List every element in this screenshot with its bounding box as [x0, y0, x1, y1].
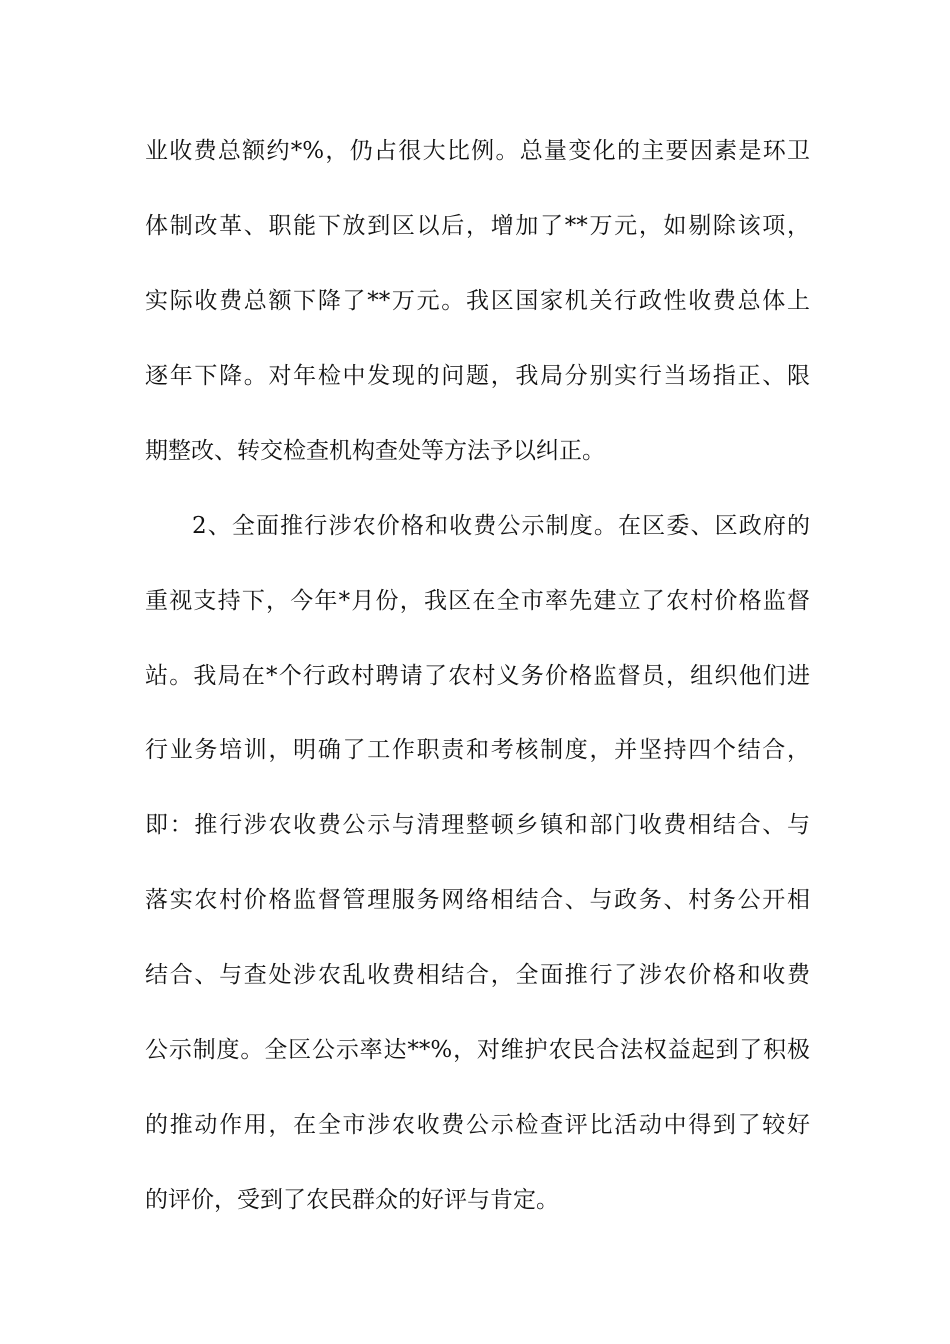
text-line-6: 2、全面推行涉农价格和收费公示制度。在区委、区政府的 — [192, 513, 810, 539]
text-line-1: 业收费总额约*%，仍占很大比例。总量变化的主要因素是环卫 — [145, 138, 810, 164]
text-line-10: 即：推行涉农收费公示与清理整顿乡镇和部门收费相结合、与 — [145, 812, 810, 838]
text-line-14: 的推动作用，在全市涉农收费公示检查评比活动中得到了较好 — [145, 1112, 810, 1138]
text-line-15: 的评价，受到了农民群众的好评与肯定。 — [145, 1187, 559, 1213]
text-line-12: 结合、与查处涉农乱收费相结合，全面推行了涉农价格和收费 — [145, 962, 810, 988]
text-line-13: 公示制度。全区公示率达**%，对维护农民合法权益起到了积极 — [145, 1037, 810, 1063]
text-line-11: 落实农村价格监督管理服务网络相结合、与政务、村务公开相 — [145, 887, 810, 913]
text-line-3: 实际收费总额下降了**万元。我区国家机关行政性收费总体上 — [145, 288, 810, 314]
text-line-7: 重视支持下，今年*月份，我区在全市率先建立了农村价格监督 — [145, 588, 810, 614]
text-line-9: 行业务培训，明确了工作职责和考核制度，并坚持四个结合， — [145, 737, 810, 763]
text-line-2: 体制改革、职能下放到区以后，增加了**万元，如剔除该项， — [145, 213, 810, 239]
text-line-8: 站。我局在*个行政村聘请了农村义务价格监督员，组织他们进 — [145, 663, 810, 689]
text-line-4: 逐年下降。对年检中发现的问题，我局分别实行当场指正、限 — [145, 363, 810, 389]
text-line-5: 期整改、转交检查机构查处等方法予以纠正。 — [145, 438, 605, 464]
